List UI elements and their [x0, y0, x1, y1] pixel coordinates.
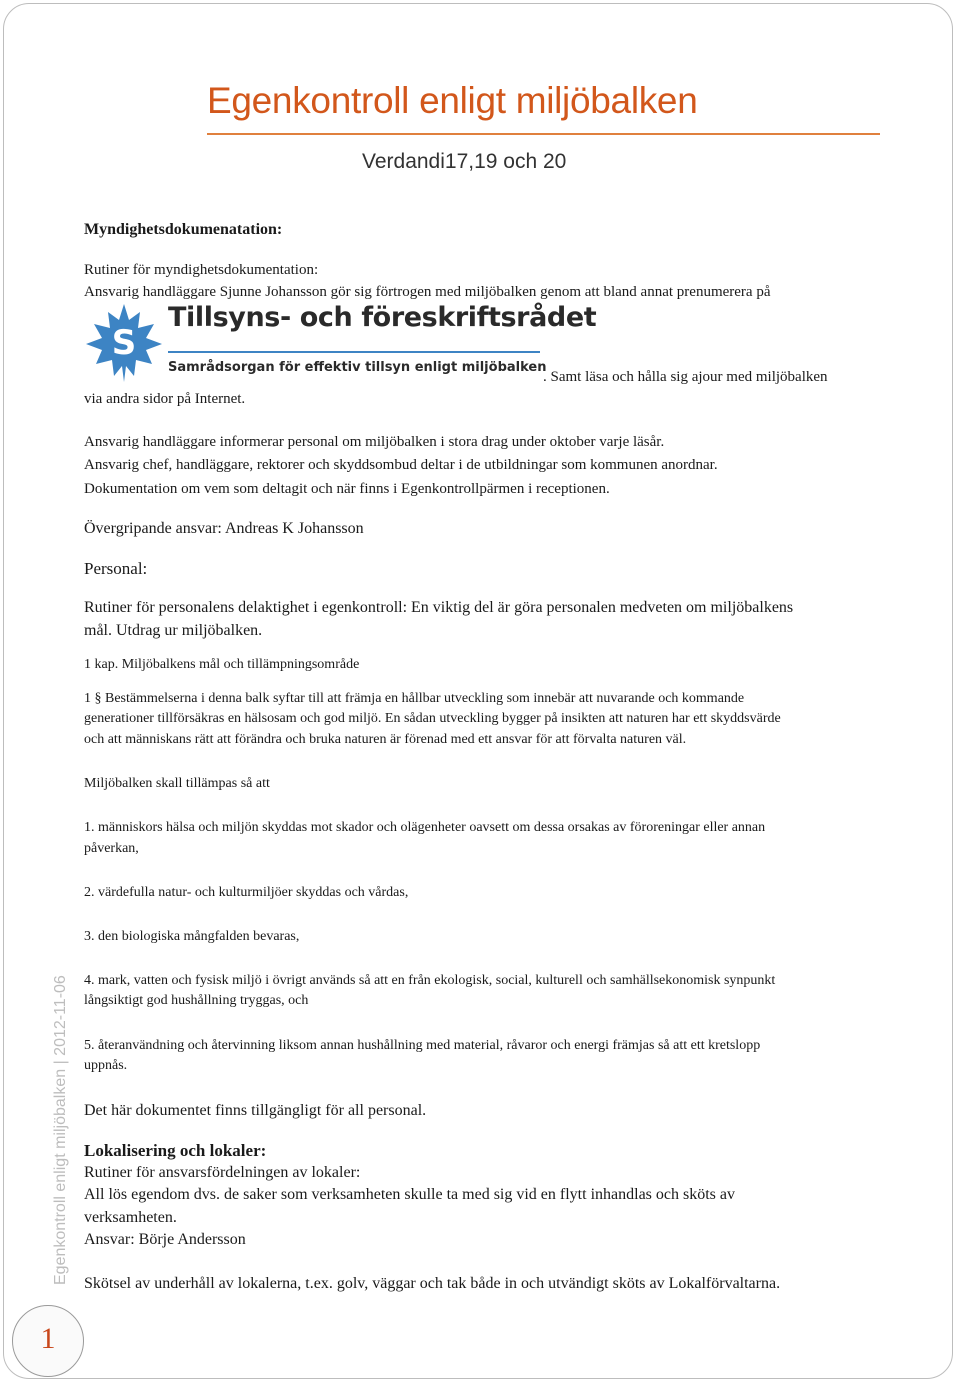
heading-personal: Personal: [84, 559, 148, 578]
tillsyns-logo [84, 302, 597, 384]
chef-text: Ansvarig chef, handläggare, rektorer och skyddsombud deltar i de utbildningar som kommunen anordnar. [84, 457, 718, 473]
rutiner-lokaler: Rutiner för ansvarsfördelningen av lokaler: [84, 1164, 361, 1181]
after-logo-text: . Samt läsa och hålla sig ajour med miljöbalken [543, 369, 828, 385]
maple-leaf-s-icon [84, 302, 164, 382]
kap-heading: 1 kap. Miljöbalkens mål och tillämpningsområde [84, 657, 360, 672]
footer-side-text: Egenkontroll enligt miljöbalken | 2012-11-06 [52, 975, 69, 1285]
los-egendom-line2: verksamheten. [84, 1209, 177, 1226]
list-item-2: 2. värdefulla natur- och kulturmiljöer skyddas och vårdas, [84, 885, 409, 900]
los-egendom-line1: All lös egendom dvs. de saker som verksamheten skulle ta med sig vid en flytt inhandlas och sköts av [84, 1186, 735, 1203]
logo-subtitle: Samrådsorgan för effektiv tillsyn enligt miljöbalken [168, 360, 547, 375]
list-item-1b: påverkan, [84, 841, 139, 856]
logo-divider [168, 351, 540, 353]
ansvar-borje: Ansvar: Börje Andersson [84, 1231, 246, 1248]
list-item-5b: uppnås. [84, 1058, 128, 1073]
rutiner-personal-line2: mål. Utdrag ur miljöbalken. [84, 622, 263, 639]
tillgangligt-text: Det här dokumentet finns tillgängligt för all personal. [84, 1102, 427, 1119]
document-subtitle: Verdandi17,19 och 20 [362, 150, 567, 173]
svg-text:S: S [111, 323, 137, 363]
tillampas-text: Miljöbalken skall tillämpas så att [84, 776, 270, 791]
ansvarig-sjunne: Ansvarig handläggare Sjunne Johansson gör sig förtrogen med miljöbalken genom att bland annat prenumerera på [84, 284, 771, 300]
skotsel-text: Skötsel av underhåll av lokalerna, t.ex. golv, väggar och tak både in och utvändigt sköts av Lokalförvaltarna. [84, 1275, 781, 1292]
list-item-4a: 4. mark, vatten och fysisk miljö i övrigt används så att en från ekologisk, social, kulturell och samhällsekonomisk synpunkt [84, 973, 776, 988]
informerar-text: Ansvarig handläggare informerar personal om miljöbalken i stora drag under oktober varje läsår. [84, 434, 665, 450]
list-item-3: 3. den biologiska mångfalden bevaras, [84, 929, 300, 944]
dokumentation-text: Dokumentation om vem som deltagit och när finns i Egenkontrollpärmen i receptionen. [84, 481, 610, 497]
list-item-1a: 1. människors hälsa och miljön skyddas mot skador och olägenheter oavsett om dessa orsakas av föroreningar eller annan [84, 820, 766, 835]
list-item-5a: 5. återanvändning och återvinning liksom annan hushållning med material, råvaror och energi främjas så att ett kretslopp [84, 1038, 761, 1053]
title-rule [207, 133, 880, 135]
list-item-4b: långsiktigt god hushållning tryggas, och [84, 993, 309, 1008]
heading-myndighet: Myndighetsdokumenatation: [84, 221, 283, 238]
overgripande-ansvar: Övergripande ansvar: Andreas K Johansson [84, 520, 364, 537]
rutiner-myndighet: Rutiner för myndighetsdokumentation: [84, 262, 319, 278]
logo-title: Tillsyns- och föreskriftsrådet [168, 302, 597, 333]
page-number: 1 [40, 1322, 56, 1355]
page-number-badge [12, 1305, 84, 1377]
rutiner-personal-line1: Rutiner för personalens delaktighet i egenkontroll: En viktig del är göra personalen medveten om miljöbalkens [84, 599, 794, 616]
paragraf-line3: och att människans rätt att förändra och bruka naturen är förenad med ett ansvar för att förvalta naturen väl. [84, 732, 687, 747]
heading-lokalisering: Lokalisering och lokaler: [84, 1141, 267, 1160]
paragraf-line1: 1 § Bestämmelserna i denna balk syftar till att främja en hållbar utveckling som innebär att nuvarande och kommande [84, 691, 745, 706]
via-internet: via andra sidor på Internet. [84, 391, 246, 407]
document-title: Egenkontroll enligt miljöbalken [207, 80, 698, 121]
paragraf-line2: generationer tillförsäkras en hälsosam och god miljö. En sådan utveckling bygger på insikten att naturen har ett skyddsvärde [84, 711, 781, 726]
